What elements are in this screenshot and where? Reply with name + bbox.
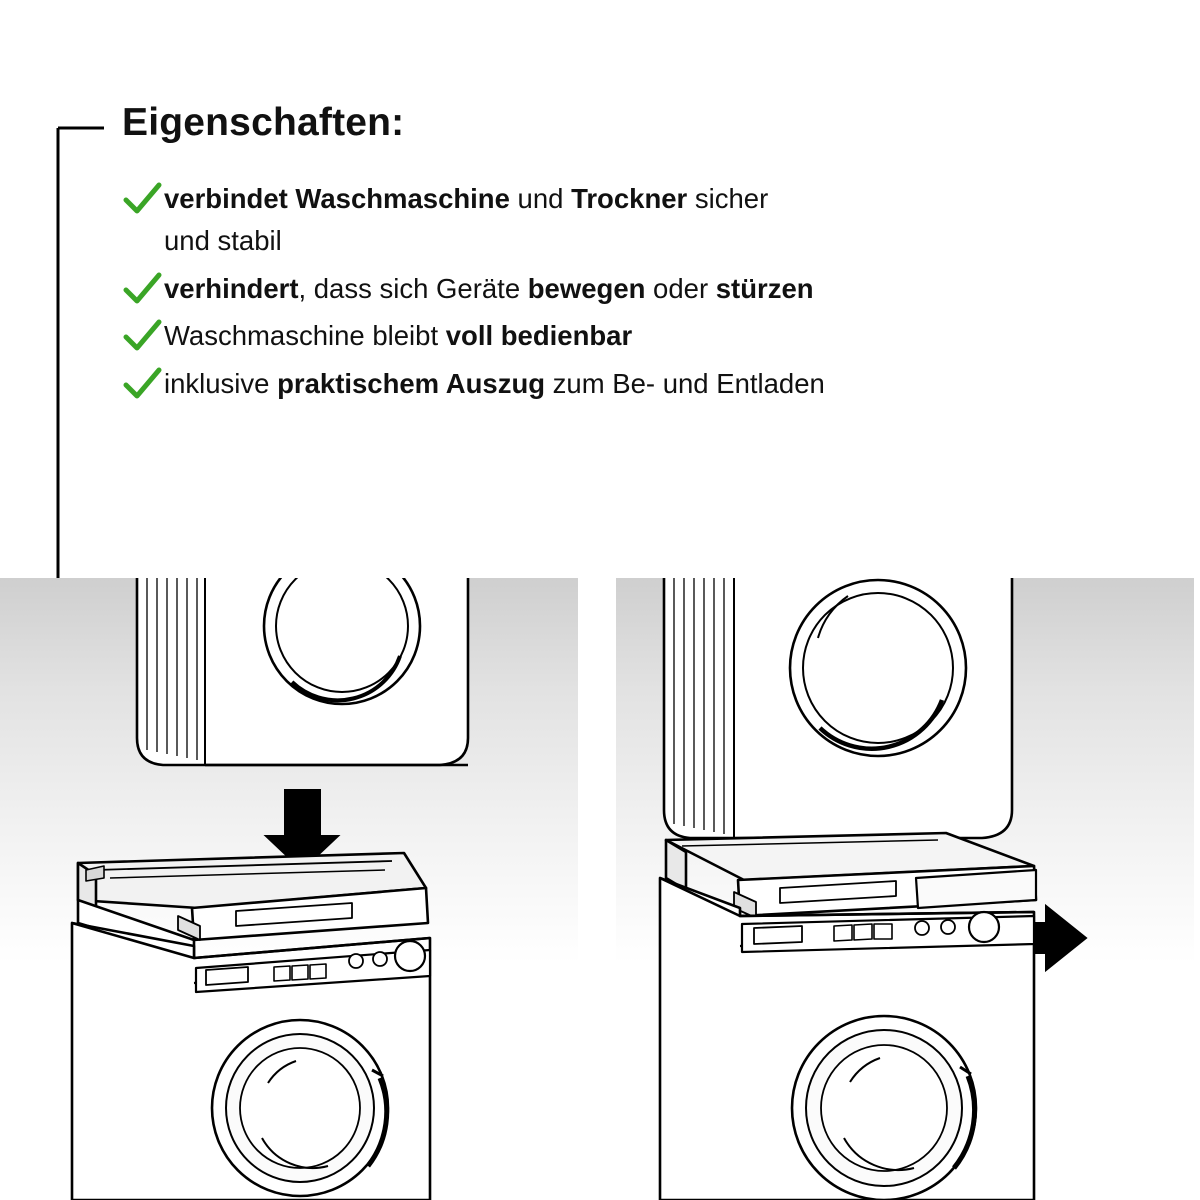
washing-machine xyxy=(72,923,430,1200)
dryer xyxy=(664,578,1012,838)
feature-text-2: verhindert, dass sich Geräte bewegen oder stürzen xyxy=(164,272,814,304)
list-item xyxy=(122,178,1162,262)
feature-text-4: inklusive praktischem Auszug zum Be- und Entladen xyxy=(164,368,825,400)
feature-text-1: verbindet Waschmaschine und Trockner sicher und stabil xyxy=(164,183,769,256)
check-icon xyxy=(122,317,164,357)
list-item xyxy=(122,315,1162,357)
dryer xyxy=(137,578,468,765)
panel-divider xyxy=(578,578,616,1200)
feature-list xyxy=(122,178,1162,411)
illustration-stacking-dryer-onto-kit xyxy=(0,578,578,1200)
feature-text-3: Waschmaschine bleibt voll bedienbar xyxy=(164,320,633,352)
page-title: Eigenschaften: xyxy=(122,101,405,144)
check-icon xyxy=(122,180,164,220)
washing-machine xyxy=(660,878,1034,1200)
illustration-area xyxy=(0,578,1200,1200)
check-icon xyxy=(122,270,164,310)
check-icon xyxy=(122,365,164,405)
illustration-pull-out-shelf xyxy=(616,578,1194,1200)
features-panel xyxy=(0,0,1200,578)
list-item xyxy=(122,268,1162,310)
list-item xyxy=(122,363,1162,405)
